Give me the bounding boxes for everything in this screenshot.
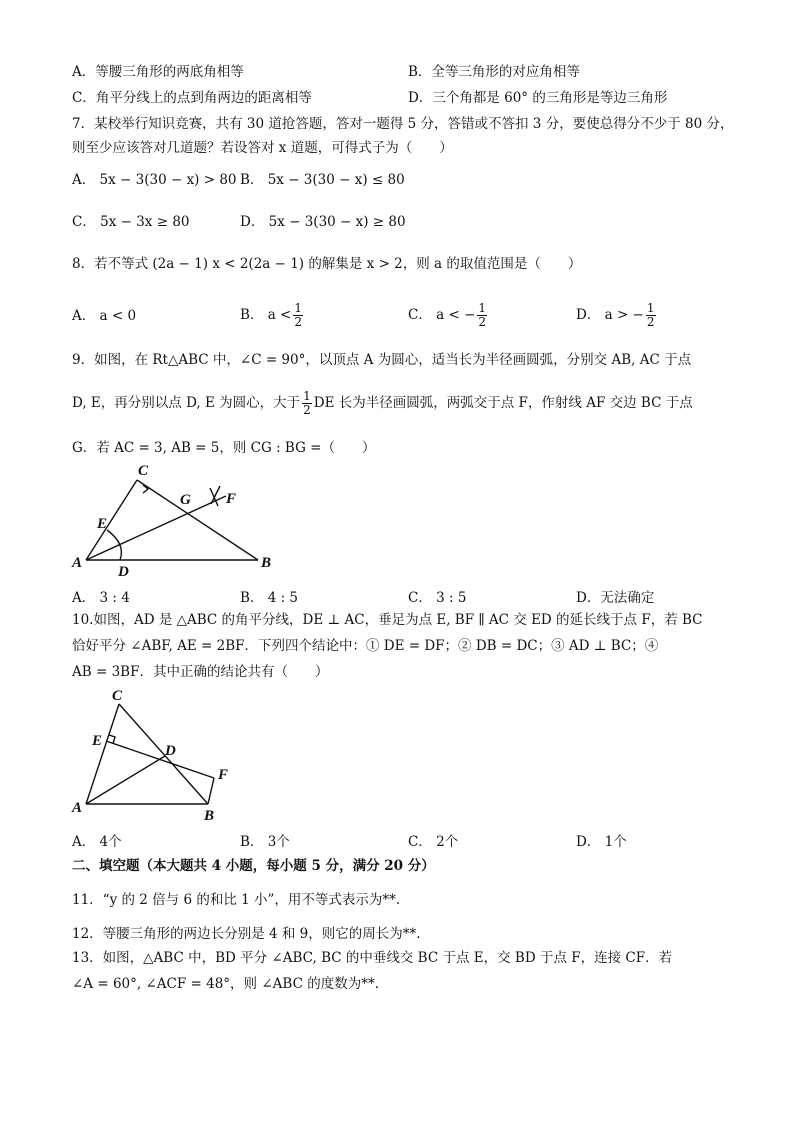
q8-option-b-text: B． a < (240, 307, 292, 323)
q9-option-a: A． 3 : 4 (72, 590, 130, 606)
q9-option-d: D．无法确定 (576, 590, 655, 606)
label-d: D (165, 743, 176, 759)
label-f: F (226, 491, 237, 507)
q9-stem-line1: 9．如图，在 Rt△ABC 中，∠C = 90°，以顶点 A 为圆心，适当长为半径画圆弧，分别交 AB, AC 于点 (72, 352, 692, 368)
label-c: C (138, 463, 149, 479)
label-b: B (204, 808, 215, 824)
q10-option-b: B． 3个 (240, 834, 290, 850)
fraction (477, 302, 487, 329)
label-d: D (118, 564, 129, 580)
q8-option-c (408, 296, 489, 334)
q7-option-a: A． 5x − 3(30 − x) > 80 (72, 172, 237, 188)
label-b: B (261, 555, 272, 571)
q12: 12．等腰三角形的两边长分别是 4 和 9，则它的周长为**. (72, 926, 421, 942)
q8-stem: 8．若不等式 (2a − 1) x < 2(2a − 1) 的解集是 x > 2，则 a 的取值范围是（ ） (72, 256, 582, 272)
q9-stem-line3: G．若 AC = 3, AB = 5，则 CG : BG =（ ） (72, 440, 376, 456)
triangle-edge-cb (119, 704, 208, 804)
fraction-numerator: 1 (646, 301, 655, 315)
segment-ef (106, 741, 214, 778)
q9-figure (68, 462, 272, 580)
q7-option-c: C． 5x − 3x ≥ 80 (72, 214, 190, 230)
q8-option-a: A． a < 0 (72, 308, 137, 324)
q7-stem-line1: 7．某校举行知识竞赛，共有 30 道抢答题，答对一题得 5 分，答错或不答扣 3 分，要使总得分不少于 80 分， (72, 116, 734, 132)
section-title: 二、填空题（本大题共 4 小题，每小题 5 分，满分 20 分） (72, 858, 435, 874)
q9-stem-line2-b: DE 长为半径画圆弧，两弧交于点 F，作射线 AF 交边 BC 于点 (313, 395, 693, 411)
label-g: G (180, 492, 191, 508)
q9-stem-line2 (72, 384, 693, 422)
label-e: E (97, 516, 108, 532)
label-a: A (72, 800, 83, 816)
triangle-edge-cb (137, 480, 258, 560)
q6-option-b: B．全等三角形的对应角相等 (408, 64, 580, 80)
q13-line1: 13．如图，△ABC 中，BD 平分 ∠ABC, BC 的中垂线交 BC 于点 E，交 BD 于点 F，连接 CF．若 (72, 950, 673, 966)
q8-option-d-text: D． a > − (576, 307, 644, 323)
fraction-denominator: 2 (294, 315, 303, 329)
q10-stem-line2: 恰好平分 ∠ABF, AE = 2BF．下列四个结论中：① DE = DF；② DB = DC；③ AD ⊥ BC；④ (72, 638, 659, 654)
fraction-numerator: 1 (478, 301, 487, 315)
arc-de (107, 530, 121, 560)
q8-option-d (576, 296, 658, 334)
q10-option-c: C． 2个 (408, 834, 459, 850)
q6-option-c: C．角平分线上的点到角两边的距离相等 (72, 90, 312, 106)
fraction (302, 390, 312, 417)
label-a: A (72, 555, 83, 571)
q7-option-d: D． 5x − 3(30 − x) ≥ 80 (240, 214, 406, 230)
q10-stem-line3: AB = 3BF．其中正确的结论共有（ ） (72, 664, 329, 680)
q9-option-b: B． 4 : 5 (240, 590, 299, 606)
q13-line2: ∠A = 60°, ∠ACF = 48°，则 ∠ABC 的度数为**. (72, 976, 379, 992)
label-e: E (92, 733, 103, 749)
q9-stem-line2-a: D, E，再分别以点 D, E 为圆心，大于 (72, 395, 301, 411)
q10-option-d: D． 1个 (576, 834, 627, 850)
fraction-denominator: 2 (646, 315, 655, 329)
label-c: C (112, 688, 123, 704)
q8-option-c-text: C． a < − (408, 307, 476, 323)
q10-option-a: A． 4个 (72, 834, 122, 850)
q6-option-a: A．等腰三角形的两底角相等 (72, 64, 244, 80)
label-f: F (218, 767, 229, 783)
q6-option-d: D．三个角都是 60° 的三角形是等边三角形 (408, 90, 668, 106)
fraction (293, 302, 303, 329)
triangle-edge-ca (86, 704, 119, 804)
fraction (646, 302, 656, 329)
segment-bf (208, 778, 214, 804)
q10-stem-line1: 10.如图，AD 是 △ABC 的角平分线，DE ⊥ AC，垂足为点 E, BF ∥ AC 交 ED 的延长线于点 F，若 BC (72, 612, 703, 628)
q10-figure (68, 684, 236, 824)
fraction-numerator: 1 (303, 389, 311, 403)
q9-option-c: C． 3 : 5 (408, 590, 467, 606)
q7-option-b: B． 5x − 3(30 − x) ≤ 80 (240, 172, 405, 188)
q8-option-b (240, 296, 305, 334)
segment-ad (86, 756, 165, 804)
fraction-numerator: 1 (294, 301, 303, 315)
q11: 11．“y 的 2 倍与 6 的和比 1 小”，用不等式表示为**. (72, 892, 401, 908)
fraction-denominator: 2 (478, 315, 487, 329)
fraction-denominator: 2 (303, 403, 311, 417)
q7-stem-line2: 则至少应该答对几道题？若设答对 x 道题，可得式子为（ ） (72, 140, 453, 156)
